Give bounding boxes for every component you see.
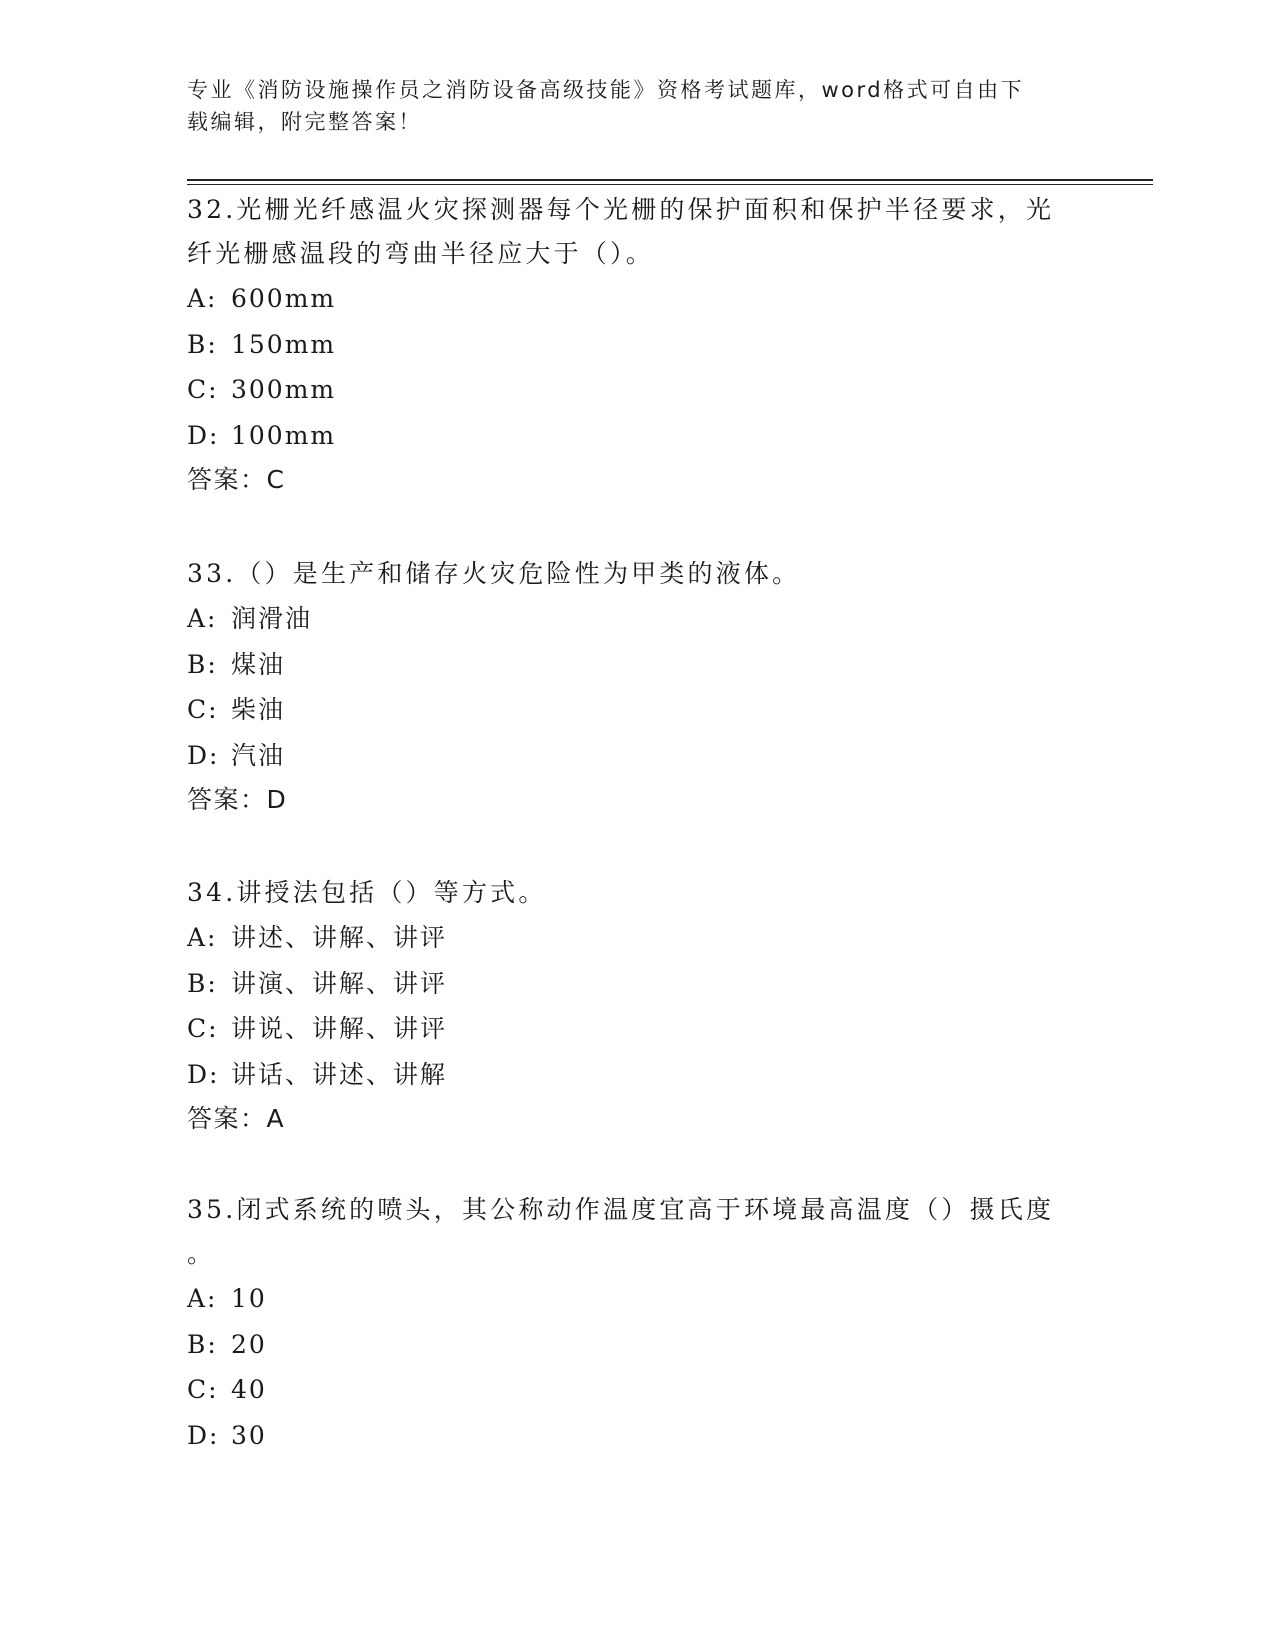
option-text: 20 [231, 1329, 267, 1359]
option-text: 讲话、讲述、讲解 [231, 1059, 448, 1089]
option-b [187, 322, 1087, 368]
option-letter: D: [187, 420, 220, 450]
question-stem-line: 32.光栅光纤感温火灾探测器每个光栅的保护面积和保护半径要求，光 [187, 195, 1055, 224]
answer-line: 答案：D [187, 785, 288, 814]
question-stem-line: 。 [187, 1239, 216, 1268]
option-letter: A: [187, 923, 218, 952]
option-letter: D: [187, 740, 220, 770]
question-34 [187, 871, 1087, 1141]
option-letter: C: [187, 1375, 219, 1404]
answer-line: 答案：A [187, 1104, 286, 1133]
option-a [187, 1276, 1087, 1322]
header-divider-thick [187, 179, 1153, 181]
option-c [187, 687, 1087, 733]
option-d [187, 1052, 1087, 1098]
option-c [187, 1367, 1087, 1413]
option-text: 润滑油 [231, 604, 313, 633]
option-text: 讲演、讲解、讲评 [231, 968, 448, 998]
option-b [187, 1322, 1087, 1368]
option-text: 40 [231, 1375, 267, 1404]
option-letter: D: [187, 1059, 220, 1089]
option-d [187, 733, 1087, 779]
option-c [187, 367, 1087, 413]
option-a [187, 276, 1087, 322]
option-letter: A: [187, 284, 218, 313]
option-text: 300mm [231, 375, 337, 404]
question-stem-line: 34.讲授法包括（）等方式。 [187, 878, 547, 907]
option-letter: C: [187, 375, 219, 404]
option-text: 100mm [231, 420, 337, 450]
option-text: 讲说、讲解、讲评 [231, 1014, 448, 1043]
option-letter: C: [187, 695, 219, 724]
option-text: 讲述、讲解、讲评 [231, 923, 448, 952]
option-d [187, 413, 1087, 459]
option-text: 150mm [231, 329, 337, 359]
option-letter: D: [187, 1420, 220, 1450]
option-letter: B: [187, 968, 218, 998]
option-letter: B: [187, 329, 218, 359]
option-b [187, 642, 1087, 688]
option-letter: A: [187, 604, 218, 633]
intro-line-1: 专业《消防设施操作员之消防设备高级技能》资格考试题库，word格式可自由下 [187, 78, 1025, 102]
option-letter: C: [187, 1014, 219, 1043]
question-stem-line: 35.闭式系统的喷头，其公称动作温度宜高于环境最高温度（）摄氏度 [187, 1195, 1055, 1224]
question-stem-line: 33.（）是生产和储存火灾危险性为甲类的液体。 [187, 559, 801, 588]
question-35 [187, 1188, 1087, 1458]
option-text: 600mm [231, 284, 337, 313]
option-letter: B: [187, 649, 218, 679]
header-divider-thin [187, 184, 1153, 185]
option-c [187, 1006, 1087, 1052]
option-d [187, 1413, 1087, 1459]
question-32 [187, 188, 1087, 502]
option-text: 煤油 [231, 649, 286, 679]
option-a [187, 596, 1087, 642]
option-text: 10 [231, 1284, 267, 1313]
option-text: 柴油 [231, 695, 286, 724]
option-text: 汽油 [231, 740, 286, 770]
option-b [187, 961, 1087, 1007]
option-letter: A: [187, 1284, 218, 1313]
option-letter: B: [187, 1329, 218, 1359]
question-stem-line: 纤光栅感温段的弯曲半径应大于（）。 [187, 239, 654, 268]
option-a [187, 915, 1087, 961]
intro-line-2: 载编辑，附完整答案！ [187, 110, 422, 134]
document-intro [187, 74, 1067, 138]
answer-line: 答案：C [187, 465, 286, 494]
option-text: 30 [231, 1420, 267, 1450]
question-33 [187, 552, 1087, 822]
